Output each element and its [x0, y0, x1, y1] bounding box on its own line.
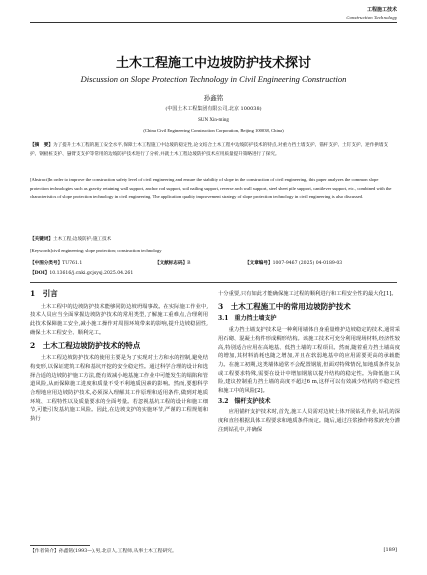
keywords-cn: [30, 236, 397, 245]
article-no-value: 1007-9467 (2025) 04-0189-03: [272, 261, 343, 266]
clc-value: TU761.1: [62, 261, 83, 266]
abstract-cn-text: 为了提升土木工程的施工安全水平,保障土木工程施工中边坡的稳定性,论文结合土木工程中边坡防护技术的特点,对重力挡土墙支护、锚杆支护、土钉支护、逆作拱墙支护、钢板桩支护、悬臂支支护等常用的边坡防护技术进行了分析,并就土木工程边坡防护技术应用质量提升策略进行了探究。: [30, 143, 389, 157]
section-3-1-body: 重力挡土墙支护技术是一种利用墙体自身重量维护边坡稳定的技术,通常采用石砌、混凝土构件形成稠形结构。该施工技术可充分利用现场材料,经济性较高,特别适合应用在高地基、低挡土墙的工程项目。然而,随着重力挡土墙高度的增加,其材料消耗也随之增加,并且在软弱地基中的应用需要更高的承载能力。在施工初期,这类墙体通常不会配置钢筋,但面对特殊情况,如地质条件复杂或工程要求特殊,需要在设计中增加钢筋以提升结构的稳定性。为降低施工风险,建议控制重力挡土墙的高度不超过6 m,这样可以有效减少结构的不稳定性和施工中的风险[2]。: [218, 327, 400, 395]
author-footnote: 【作者简介】孙鑫铭(1993—),男,北京人,工程师,从事土木工程研究。: [30, 549, 177, 554]
affiliation-cn: (中国土木工程集团有限公司,北京 100038): [165, 106, 262, 112]
doc-code-label: 【文献标志码】: [155, 261, 188, 266]
section-divider: [30, 282, 397, 283]
section-3-2-heading: 3.2 锚杆支护技术: [218, 397, 271, 405]
right-column: [218, 290, 400, 435]
section-2-heading: 2 土木工程边坡防护技术的特点: [30, 340, 141, 350]
section-1-heading: 1 引言: [30, 289, 58, 298]
section-2-body: 土木工程边坡防护技术的使用主要是为了实现对土方和水的控制,避免结构变形,以保证建筑工程和基坑开挖的安全稳定性。通过科学合理的设计和选择合适的边坡防护施工方法,能有效减小地基施工作业中可能发生的塌陷和管道风险,从而保障施工进度和质量不受不利地质因素的影响。然而,要想科学合理地应用边坡防护技术,必须深入理解其工作原理和适用条件,做到对地质环境、工程特性以及质量要求的全面考量。若忽视基坑工程的设计和施工细节,可能引发基坑施工风险。因此,在边坡支护的实施环节,严谨的工程规划和执行: [30, 355, 208, 423]
keywords-cn-text: 土木工程;边坡防护;施工技术: [52, 237, 112, 242]
paper-title-cn: 土木工程施工中边坡防护技术探讨: [115, 56, 311, 71]
abstract-en-label: [Abstract]: [30, 177, 49, 182]
journal-header: [346, 7, 397, 21]
section-1-body: 土木工程中的边坡防护技术能够同防边坡坍塌事故。在实际施工作业中,技术人员应当全面掌握边坡防护技术的常用类型,了解施工重难点,合理利用此技术保障施工安全,减小施工操作对周围环境带来的影响,提升边坡稳固性,确保土木工程安全、顺利完工。: [30, 303, 208, 336]
article-no-label: 【文章编号】: [245, 261, 273, 266]
clc: [30, 260, 82, 269]
doi-value: 10.13616/j.cnki.gcjsysj.2025.04.261: [49, 271, 134, 276]
keywords-en-text: civil engineering; slope protection; construction technology: [51, 248, 162, 253]
doi-label: 【DOI】: [30, 271, 50, 276]
left-column: [30, 290, 208, 424]
section-3-heading: 3 土木工程施工中的常用边坡防护技术: [218, 301, 351, 311]
doc-code: [155, 260, 191, 269]
abstract-cn: [30, 142, 397, 159]
page-number: [189]: [383, 547, 397, 553]
clc-label: 【中图分类号】: [30, 261, 63, 266]
header-rule: [30, 22, 397, 23]
journal-name-cn: 工程施工技术: [366, 7, 397, 13]
paper-title-en: Discussion on Slope Protection Technology in Civil Engineering Construction: [80, 74, 347, 84]
author-en: SUN Xin-ming: [198, 118, 229, 123]
footnote-rule: [30, 545, 90, 546]
article-no: [245, 260, 342, 269]
journal-name-en: Construction Technology: [346, 15, 397, 20]
section-3-1-heading: 3.1 重力挡土墙支护: [218, 315, 277, 323]
doi-line: [30, 270, 397, 279]
keywords-en: [30, 247, 397, 256]
abstract-en: [30, 176, 397, 202]
section-3-2-body: 应用锚杆支护技术时,首先,施工人员需对边坡土体开展钻孔作业,钻孔的深度和直径根据具体工程要求和地质条件而定。随后,通过注浆操作将浆液充分灌注到钻孔中,并确保: [218, 409, 400, 433]
affiliation-en: (China Civil Engineering Construction Corporation, Beijing 100038, China): [143, 128, 284, 133]
keywords-en-label: [Keywords]: [30, 248, 52, 253]
doc-code-value: B: [187, 261, 191, 266]
author-cn: 孙鑫铭: [203, 94, 224, 102]
section-2-continued: 十分重要,只有如此才能确保施工过程的顺利进行和工程安全性的最大化[1]。: [218, 291, 397, 297]
abstract-en-text: In order to improve the construction safety level of civil engineering and ensure the stability of slope in the construction of civil engineering, this paper analyzes the common slope protection technologies such as gravity retaining wall support, anchor rod support, soil nailing support, reverse arch wall support, steel sheet pile support, cantilever support, etc., combined with the characteristics of slope protection technology in civil engineering. The application quality improvement strategy of slope protection technology in civil engineering is also discussed.: [30, 177, 392, 200]
keywords-cn-label: 【关键词】: [30, 237, 53, 242]
abstract-cn-label: 【摘 要】: [30, 143, 53, 148]
